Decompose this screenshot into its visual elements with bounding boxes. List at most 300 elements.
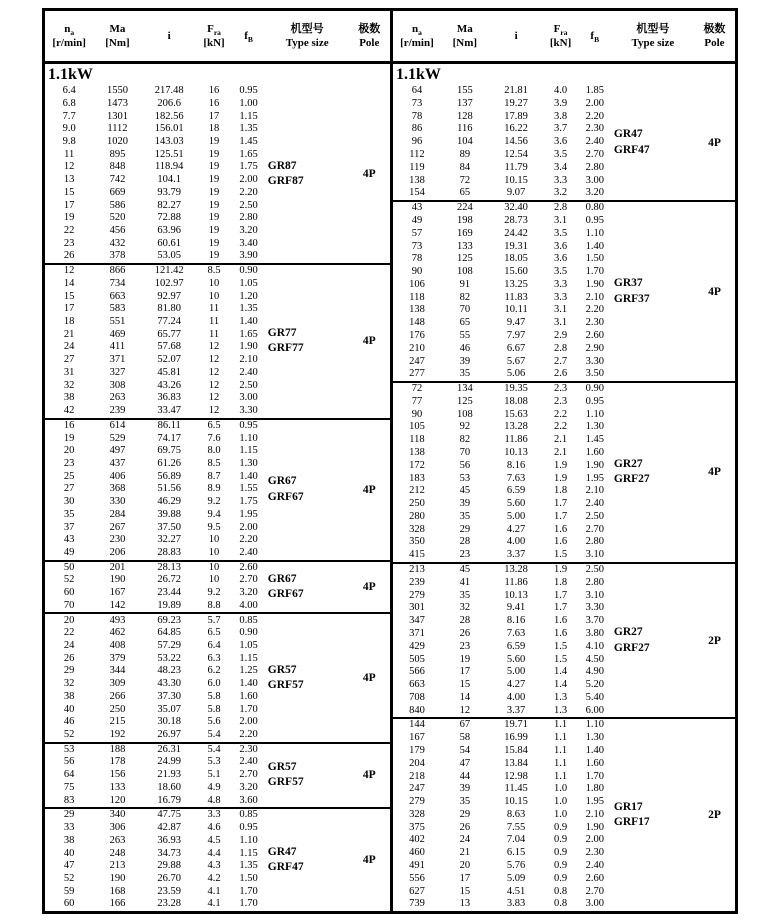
type-size-line: GRF67 bbox=[267, 490, 304, 503]
cell-i: 74.17 bbox=[157, 432, 181, 444]
cell-fb: 1.40 bbox=[239, 470, 258, 482]
table-row bbox=[45, 98, 266, 111]
table-row bbox=[393, 898, 612, 911]
type-size-line: GRF67 bbox=[267, 588, 304, 601]
cell-na: 212 bbox=[409, 485, 425, 497]
cell-fra: 7.6 bbox=[207, 432, 221, 444]
column-symbol-subscript: a bbox=[70, 27, 75, 37]
cell-na: 375 bbox=[409, 821, 425, 833]
cell-ma: 1550 bbox=[106, 85, 128, 97]
cell-ma: 206 bbox=[109, 546, 126, 558]
cell-ma: 462 bbox=[109, 627, 126, 639]
cell-fb: 1.85 bbox=[585, 85, 604, 97]
cell-fb: 2.40 bbox=[239, 546, 258, 558]
cell-fra: 2.6 bbox=[554, 368, 568, 380]
table-row bbox=[45, 769, 266, 782]
table-row bbox=[45, 716, 266, 729]
cell-i: 26.70 bbox=[157, 872, 181, 884]
cell-fb: 2.00 bbox=[239, 716, 258, 728]
table-row bbox=[45, 420, 266, 433]
cell-fra: 1.1 bbox=[554, 719, 568, 731]
cell-fb: 1.95 bbox=[585, 472, 604, 484]
cell-ma: 167 bbox=[109, 587, 126, 599]
cell-na: 19 bbox=[63, 432, 75, 444]
cell-fb: 1.40 bbox=[239, 316, 258, 328]
column-unit: Pole bbox=[704, 37, 725, 49]
table-half-left bbox=[45, 11, 390, 911]
table-row bbox=[393, 732, 612, 745]
section-rows bbox=[393, 85, 612, 200]
column-header-fb bbox=[578, 11, 612, 61]
column-unit: Pole bbox=[359, 37, 380, 49]
cell-i: 46.29 bbox=[157, 496, 181, 508]
cell-na: 167 bbox=[409, 732, 425, 744]
cell-na: 52 bbox=[63, 729, 75, 741]
cell-na: 13 bbox=[63, 174, 75, 186]
cell-i: 182.56 bbox=[154, 110, 184, 122]
cell-i: 51.56 bbox=[157, 483, 181, 495]
cell-fb: 1.30 bbox=[585, 421, 604, 433]
cell-fb: 3.40 bbox=[239, 237, 258, 249]
cell-i: 47.75 bbox=[157, 809, 181, 821]
cell-na: 23 bbox=[63, 457, 75, 469]
cell-fb: 0.95 bbox=[585, 395, 604, 407]
cell-fb: 1.70 bbox=[585, 770, 604, 782]
cell-ma: 35 bbox=[459, 589, 471, 601]
table-section bbox=[45, 612, 390, 741]
cell-fra: 19 bbox=[208, 148, 220, 160]
cell-fra: 1.3 bbox=[554, 691, 568, 703]
cell-fb: 2.50 bbox=[585, 564, 604, 576]
cell-ma: 35 bbox=[459, 368, 471, 380]
cell-fb: 1.80 bbox=[585, 783, 604, 795]
cell-na: 25 bbox=[63, 470, 75, 482]
cell-na: 15 bbox=[63, 186, 75, 198]
cell-fra: 19 bbox=[208, 161, 220, 173]
cell-i: 63.96 bbox=[157, 225, 181, 237]
cell-fb: 2.10 bbox=[585, 808, 604, 820]
cell-ma: 104 bbox=[456, 136, 473, 148]
column-header-ma bbox=[441, 11, 489, 61]
cell-fra: 3.3 bbox=[554, 174, 568, 186]
cell-fb: 4.00 bbox=[239, 599, 258, 611]
column-symbol: $f_B$ bbox=[590, 29, 600, 45]
cell-fra: 6.5 bbox=[207, 627, 221, 639]
column-symbol: Ma bbox=[109, 22, 126, 35]
cell-fb: 2.10 bbox=[585, 485, 604, 497]
cell-na: 301 bbox=[409, 602, 425, 614]
cell-i: 10.15 bbox=[504, 796, 528, 808]
cell-na: 24 bbox=[63, 640, 75, 652]
cell-na: 29 bbox=[63, 809, 75, 821]
cell-na: 328 bbox=[409, 808, 425, 820]
table-row bbox=[45, 445, 266, 458]
cell-fb: 1.45 bbox=[585, 434, 604, 446]
cell-fb: 2.20 bbox=[239, 186, 258, 198]
cell-fb: 2.10 bbox=[585, 291, 604, 303]
cell-ma: 155 bbox=[456, 85, 473, 97]
cell-ma: 32 bbox=[459, 602, 471, 614]
table-row bbox=[45, 704, 266, 717]
cell-ma: 125 bbox=[456, 395, 473, 407]
table-row bbox=[45, 250, 266, 263]
cell-fb: 1.55 bbox=[239, 483, 258, 495]
cell-i: 10.11 bbox=[504, 304, 528, 316]
cell-na: 32 bbox=[63, 379, 75, 391]
cell-ma: 128 bbox=[456, 110, 473, 122]
cell-i: 56.89 bbox=[157, 470, 181, 482]
cell-fra: 12 bbox=[208, 341, 220, 353]
cell-i: 19.35 bbox=[504, 383, 528, 395]
cell-i: 4.27 bbox=[506, 679, 526, 691]
cell-fra: 5.4 bbox=[207, 743, 221, 755]
cell-fra: 17 bbox=[208, 110, 220, 122]
cell-fra: 1.6 bbox=[554, 523, 568, 535]
cell-ma: 65 bbox=[459, 187, 471, 199]
cell-fra: 1.3 bbox=[554, 704, 568, 716]
cell-fra: 1.9 bbox=[554, 472, 568, 484]
cell-fra: 2.3 bbox=[554, 383, 568, 395]
cell-i: 43.30 bbox=[157, 678, 181, 690]
table-row bbox=[393, 383, 612, 396]
cell-fb: 3.00 bbox=[585, 898, 604, 910]
cell-i: 12.98 bbox=[504, 770, 528, 782]
cell-fra: 1.6 bbox=[554, 615, 568, 627]
cell-fra: 1.1 bbox=[554, 770, 568, 782]
cell-fb: 2.70 bbox=[239, 574, 258, 586]
cell-ma: 250 bbox=[109, 703, 126, 715]
cell-i: 26.97 bbox=[157, 729, 181, 741]
cell-i: 93.79 bbox=[157, 186, 181, 198]
cell-i: 45.81 bbox=[157, 366, 181, 378]
cell-ma: 432 bbox=[109, 237, 126, 249]
cell-i: 5.76 bbox=[506, 860, 526, 872]
cell-ma: 17 bbox=[459, 666, 471, 678]
cell-na: 119 bbox=[409, 161, 425, 173]
cell-fb: 1.05 bbox=[239, 640, 258, 652]
cell-fb: 3.20 bbox=[585, 187, 604, 199]
cell-fra: 10 bbox=[208, 290, 220, 302]
cell-fra: 19 bbox=[208, 237, 220, 249]
cell-ma: 456 bbox=[109, 225, 126, 237]
table-row bbox=[393, 511, 612, 524]
cell-fra: 0.9 bbox=[554, 860, 568, 872]
section-rows bbox=[393, 383, 612, 562]
section-rows bbox=[45, 562, 266, 613]
cell-fra: 1.7 bbox=[554, 510, 568, 522]
cell-fra: 6.4 bbox=[207, 640, 221, 652]
cell-fb: 2.60 bbox=[239, 561, 258, 573]
cell-fra: 8.9 bbox=[207, 483, 221, 495]
cell-na: 371 bbox=[409, 627, 425, 639]
cell-ma: 29 bbox=[459, 523, 471, 535]
column-unit: [kN] bbox=[549, 37, 572, 49]
cell-fra: 5.8 bbox=[207, 690, 221, 702]
cell-na: 505 bbox=[409, 653, 425, 665]
table-row bbox=[393, 885, 612, 898]
cell-fb: 1.15 bbox=[239, 445, 258, 457]
cell-i: 8.16 bbox=[506, 615, 526, 627]
cell-ma: 614 bbox=[109, 419, 126, 431]
cell-ma: 45 bbox=[459, 564, 471, 576]
cell-fb: 2.00 bbox=[585, 97, 604, 109]
column-symbol: i bbox=[514, 29, 518, 42]
column-unit: Type size bbox=[285, 37, 329, 49]
cell-i: 57.68 bbox=[157, 341, 181, 353]
table-row bbox=[45, 316, 266, 329]
cell-na: 78 bbox=[411, 253, 423, 265]
cell-ma: 14 bbox=[459, 691, 471, 703]
cell-na: 27 bbox=[63, 354, 75, 366]
table-row bbox=[45, 640, 266, 653]
cell-i: 102.97 bbox=[154, 277, 184, 289]
cell-i: 125.51 bbox=[154, 148, 184, 160]
cell-fra: 19 bbox=[208, 186, 220, 198]
cell-i: 14.56 bbox=[504, 136, 528, 148]
cell-i: 37.30 bbox=[157, 690, 181, 702]
cell-fb: 2.20 bbox=[239, 729, 258, 741]
column-symbol: 机型号 bbox=[290, 22, 324, 35]
cell-fra: 2.3 bbox=[554, 395, 568, 407]
cell-na: 40 bbox=[63, 847, 75, 859]
table-row bbox=[45, 614, 266, 627]
table-row bbox=[45, 238, 266, 251]
cell-na: 247 bbox=[409, 355, 425, 367]
cell-i: 6.67 bbox=[506, 342, 526, 354]
cell-fra: 10 bbox=[208, 277, 220, 289]
cell-na: 247 bbox=[409, 783, 425, 795]
cell-fra: 5.8 bbox=[207, 703, 221, 715]
type-size-line: GR57 bbox=[267, 663, 297, 676]
table-row bbox=[393, 162, 612, 175]
cell-fb: 1.50 bbox=[239, 872, 258, 884]
type-size-line: GRF27 bbox=[613, 641, 650, 654]
cell-fra: 1.1 bbox=[554, 757, 568, 769]
table-row bbox=[393, 536, 612, 549]
cell-fra: 6.0 bbox=[207, 678, 221, 690]
cell-i: 19.89 bbox=[157, 599, 181, 611]
cell-na: 12 bbox=[63, 265, 75, 277]
cell-na: 204 bbox=[409, 757, 425, 769]
cell-na: 210 bbox=[409, 342, 425, 354]
cell-ma: 213 bbox=[109, 860, 126, 872]
cell-fb: 1.20 bbox=[239, 290, 258, 302]
cell-fb: 1.25 bbox=[239, 665, 258, 677]
cell-i: 6.59 bbox=[506, 485, 526, 497]
table-row bbox=[45, 199, 266, 212]
cell-na: 663 bbox=[409, 679, 425, 691]
cell-fb: 1.40 bbox=[239, 678, 258, 690]
cell-na: 556 bbox=[409, 872, 425, 884]
table-row bbox=[45, 729, 266, 742]
cell-ma: 67 bbox=[459, 719, 471, 731]
table-row bbox=[393, 215, 612, 228]
cell-i: 72.88 bbox=[157, 212, 181, 224]
cell-fb: 2.00 bbox=[239, 521, 258, 533]
cell-ma: 15 bbox=[459, 885, 471, 897]
cell-ma: 45 bbox=[459, 485, 471, 497]
type-size-line: GR27 bbox=[613, 457, 643, 470]
section-rows bbox=[393, 202, 612, 381]
cell-na: 19 bbox=[63, 212, 75, 224]
column-header-fra bbox=[197, 11, 232, 61]
type-size-label bbox=[612, 383, 694, 562]
cell-ma: 669 bbox=[109, 186, 126, 198]
cell-ma: 134 bbox=[456, 383, 473, 395]
cell-i: 104.1 bbox=[157, 174, 181, 186]
cell-fb: 0.85 bbox=[239, 809, 258, 821]
cell-na: 12 bbox=[63, 161, 75, 173]
cell-fra: 2.1 bbox=[554, 434, 568, 446]
pole-label: 4P bbox=[362, 581, 376, 594]
table-row bbox=[393, 292, 612, 305]
power-rating-label: 1.1kW bbox=[396, 66, 441, 83]
table-section bbox=[45, 263, 390, 418]
cell-i: 7.63 bbox=[506, 627, 526, 639]
table-row bbox=[393, 228, 612, 241]
cell-na: 176 bbox=[409, 329, 425, 341]
cell-fra: 1.5 bbox=[554, 549, 568, 561]
cell-fb: 3.30 bbox=[239, 405, 258, 417]
cell-ma: 39 bbox=[459, 355, 471, 367]
cell-i: 13.28 bbox=[504, 421, 528, 433]
cell-na: 90 bbox=[411, 408, 423, 420]
cell-i: 4.27 bbox=[506, 523, 526, 535]
cell-ma: 125 bbox=[456, 253, 473, 265]
cell-fb: 2.80 bbox=[585, 576, 604, 588]
table-row bbox=[45, 367, 266, 380]
cell-na: 429 bbox=[409, 640, 425, 652]
cell-na: 40 bbox=[63, 703, 75, 715]
cell-fra: 1.7 bbox=[554, 602, 568, 614]
column-symbol-subscript: a bbox=[418, 27, 422, 37]
cell-fra: 1.0 bbox=[554, 808, 568, 820]
cell-ma: 327 bbox=[109, 366, 126, 378]
cell-fra: 1.5 bbox=[554, 653, 568, 665]
cell-fra: 0.8 bbox=[554, 898, 568, 910]
table-half-right bbox=[390, 11, 735, 911]
cell-ma: 58 bbox=[459, 732, 471, 744]
cell-fra: 0.9 bbox=[554, 847, 568, 859]
cell-fra: 12 bbox=[208, 354, 220, 366]
section-rows bbox=[45, 85, 266, 263]
cell-na: 22 bbox=[63, 225, 75, 237]
cell-ma: 230 bbox=[109, 534, 126, 546]
cell-fb: 0.90 bbox=[239, 265, 258, 277]
cell-fb: 2.40 bbox=[585, 860, 604, 872]
cell-fra: 11 bbox=[208, 303, 220, 315]
cell-fb: 1.10 bbox=[239, 834, 258, 846]
cell-fb: 2.50 bbox=[239, 379, 258, 391]
cell-i: 121.42 bbox=[154, 265, 184, 277]
column-unit: [Nm] bbox=[452, 37, 478, 49]
cell-i: 92.97 bbox=[157, 290, 181, 302]
cell-ma: 72 bbox=[459, 174, 471, 186]
table-row bbox=[393, 279, 612, 292]
cell-fra: 19 bbox=[208, 199, 220, 211]
cell-i: 69.75 bbox=[157, 445, 181, 457]
cell-fb: 0.90 bbox=[239, 627, 258, 639]
cell-fb: 2.00 bbox=[585, 834, 604, 846]
table-row bbox=[45, 278, 266, 291]
cell-i: 5.06 bbox=[506, 368, 526, 380]
cell-fra: 0.8 bbox=[554, 885, 568, 897]
cell-fb: 3.60 bbox=[239, 794, 258, 806]
cell-na: 60 bbox=[63, 587, 75, 599]
column-symbol-subscript: ra bbox=[560, 27, 568, 37]
cell-fra: 19 bbox=[208, 135, 220, 147]
cell-i: 5.60 bbox=[506, 653, 526, 665]
cell-na: 16 bbox=[63, 419, 75, 431]
column-symbol: $F_{ra}$ bbox=[553, 22, 568, 37]
cell-i: 9.41 bbox=[506, 602, 526, 614]
table-row bbox=[393, 460, 612, 473]
cell-i: 77.24 bbox=[157, 316, 181, 328]
cell-fb: 0.95 bbox=[239, 419, 258, 431]
type-size-label bbox=[266, 265, 349, 418]
cell-na: 56 bbox=[63, 756, 75, 768]
cell-fra: 5.4 bbox=[207, 729, 221, 741]
cell-na: 26 bbox=[63, 652, 75, 664]
cell-i: 23.59 bbox=[157, 885, 181, 897]
table-row bbox=[393, 266, 612, 279]
cell-ma: 169 bbox=[456, 227, 473, 239]
cell-fra: 4.0 bbox=[554, 85, 568, 97]
cell-ma: 15 bbox=[459, 679, 471, 691]
cell-ma: 108 bbox=[456, 408, 473, 420]
table-row bbox=[393, 602, 612, 615]
cell-fb: 2.80 bbox=[585, 536, 604, 548]
table-row bbox=[393, 860, 612, 873]
cell-na: 23 bbox=[63, 237, 75, 249]
cell-i: 34.73 bbox=[157, 847, 181, 859]
cell-na: 17 bbox=[63, 303, 75, 315]
cell-na: 49 bbox=[63, 546, 75, 558]
cell-ma: 89 bbox=[459, 149, 471, 161]
cell-ma: 1020 bbox=[106, 135, 128, 147]
cell-na: 708 bbox=[409, 691, 425, 703]
table-row bbox=[393, 847, 612, 860]
table-row bbox=[393, 589, 612, 602]
cell-i: 81.80 bbox=[157, 303, 181, 315]
cell-fb: 1.75 bbox=[239, 161, 258, 173]
pole-label: 4P bbox=[708, 136, 721, 149]
cell-i: 24.99 bbox=[157, 756, 181, 768]
cell-na: 26 bbox=[63, 250, 75, 262]
cell-fb: 4.90 bbox=[585, 666, 604, 678]
cell-fb: 3.80 bbox=[585, 627, 604, 639]
cell-na: 172 bbox=[409, 459, 425, 471]
cell-ma: 133 bbox=[109, 781, 126, 793]
cell-fb: 2.30 bbox=[585, 847, 604, 859]
cell-na: 144 bbox=[409, 719, 425, 731]
cell-i: 217.48 bbox=[154, 85, 184, 97]
cell-ma: 23 bbox=[459, 640, 471, 652]
table-row bbox=[393, 679, 612, 692]
cell-fra: 12 bbox=[208, 392, 220, 404]
table-row bbox=[45, 432, 266, 445]
section-rows bbox=[45, 420, 266, 560]
cell-fra: 2.2 bbox=[554, 408, 568, 420]
cell-i: 7.63 bbox=[506, 472, 526, 484]
cell-fb: 1.30 bbox=[585, 732, 604, 744]
cell-fb: 3.00 bbox=[585, 174, 604, 186]
cell-ma: 12 bbox=[459, 704, 471, 716]
cell-fra: 2.2 bbox=[554, 421, 568, 433]
type-size-line: GR57 bbox=[267, 760, 297, 773]
cell-ma: 188 bbox=[109, 743, 126, 755]
table-row bbox=[45, 521, 266, 534]
